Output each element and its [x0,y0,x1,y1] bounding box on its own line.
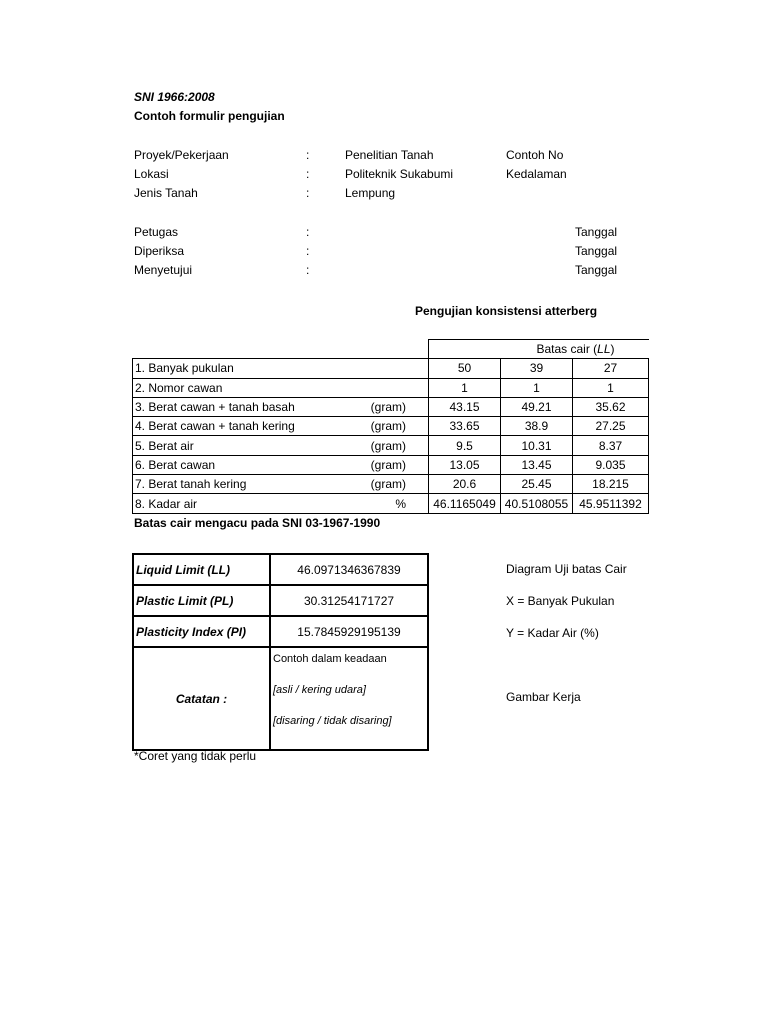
depth-label: Kedalaman [506,167,567,181]
diagram-title: Diagram Uji batas Cair [506,562,627,576]
row-unit: % [363,494,429,513]
table-cell: 46.1165049 [429,494,501,513]
officer-label: Petugas [134,225,179,239]
notes-text [270,647,428,750]
table-cell: 45.9511392 [573,494,649,513]
notes-label: Catatan : [133,647,270,750]
plastic-limit-label: Plastic Limit (PL) [133,585,270,616]
atterberg-table [132,339,649,514]
standard-code: SNI 1966:2008 [134,90,215,104]
table-cell: 43.15 [429,397,501,416]
table-cell: 1 [429,378,501,397]
row-unit [363,378,429,397]
row-label: 4. Berat cawan + tanah kering [133,417,363,436]
table-cell: 18.215 [573,475,649,494]
table-row [133,616,428,647]
liquid-limit-label: Liquid Limit (LL) [133,554,270,585]
table-cell: 27.25 [573,417,649,436]
table-row [133,585,428,616]
table-cell: 13.05 [429,455,501,474]
x-axis-description: X = Banyak Pukulan [506,594,615,608]
summary-table [132,553,429,751]
table-row [133,647,428,750]
plasticity-index-value: 15.7845929195139 [270,616,428,647]
row-label: 8. Kadar air [133,494,363,513]
location-label: Lokasi [134,167,169,181]
table-row [133,397,649,416]
row-label: 1. Banyak pukulan [133,359,363,378]
colon: : [306,225,310,239]
table-note: Batas cair mengacu pada SNI 03-1967-1990 [134,516,381,530]
liquid-limit-value: 46.0971346367839 [270,554,428,585]
table-cell: 13.45 [501,455,573,474]
row-label: 2. Nomor cawan [133,378,363,397]
table-cell: 9.5 [429,436,501,455]
location-value: Politeknik Sukabumi [345,167,454,181]
row-label: 5. Berat air [133,436,363,455]
y-axis-description: Y = Kadar Air (%) [506,626,599,640]
notes-line: [disaring / tidak disaring] [273,715,392,727]
row-unit: (gram) [363,417,429,436]
row-label: 3. Berat cawan + tanah basah [133,397,363,416]
row-unit: (gram) [363,455,429,474]
row-unit: (gram) [363,397,429,416]
notes-line: Contoh dalam keadaan [273,653,387,665]
soil-type-label: Jenis Tanah [134,186,198,200]
table-cell: 33.65 [429,417,501,436]
footnote: *Coret yang tidak perlu [134,749,257,763]
row-unit: (gram) [363,475,429,494]
table-row [133,417,649,436]
table-cell: 1 [573,378,649,397]
soil-type-value: Lempung [345,186,396,200]
row-label: 6. Berat cawan [133,455,363,474]
table-cell: 50 [429,359,501,378]
liquid-limit-header: Batas cair (LL) [429,340,649,359]
colon: : [306,186,310,200]
table-cell: 39 [501,359,573,378]
table-cell: 27 [573,359,649,378]
table-cell: 10.31 [501,436,573,455]
date-label: Tanggal [575,263,618,277]
row-unit [363,359,429,378]
row-label: 7. Berat tanah kering [133,475,363,494]
colon: : [306,263,310,277]
colon: : [306,167,310,181]
table-row [133,359,649,378]
table-cell: 49.21 [501,397,573,416]
table-cell: 20.6 [429,475,501,494]
table-cell: 35.62 [573,397,649,416]
table-header-row [133,340,649,359]
sample-no-label: Contoh No [506,148,564,162]
table-cell: 8.37 [573,436,649,455]
table-cell: 25.45 [501,475,573,494]
plasticity-index-label: Plasticity Index (PI) [133,616,270,647]
test-title: Pengujian konsistensi atterberg [415,304,598,318]
table-row [133,378,649,397]
checked-by-label: Diperiksa [134,244,185,258]
table-row [133,554,428,585]
table-row [133,475,649,494]
date-label: Tanggal [575,225,618,239]
table-row [133,455,649,474]
approved-by-label: Menyetujui [134,263,193,277]
work-drawing-label: Gambar Kerja [506,690,581,704]
table-cell: 40.5108055 [501,494,573,513]
table-row [133,494,649,513]
row-unit: (gram) [363,436,429,455]
notes-line: [asli / kering udara] [273,684,366,696]
table-cell: 38.9 [501,417,573,436]
date-label: Tanggal [575,244,618,258]
colon: : [306,244,310,258]
project-value: Penelitian Tanah [345,148,434,162]
table-row [133,436,649,455]
colon: : [306,148,310,162]
plastic-limit-value: 30.31254171727 [270,585,428,616]
project-label: Proyek/Pekerjaan [134,148,229,162]
table-cell: 9.035 [573,455,649,474]
table-cell: 1 [501,378,573,397]
form-subtitle: Contoh formulir pengujian [134,109,285,123]
